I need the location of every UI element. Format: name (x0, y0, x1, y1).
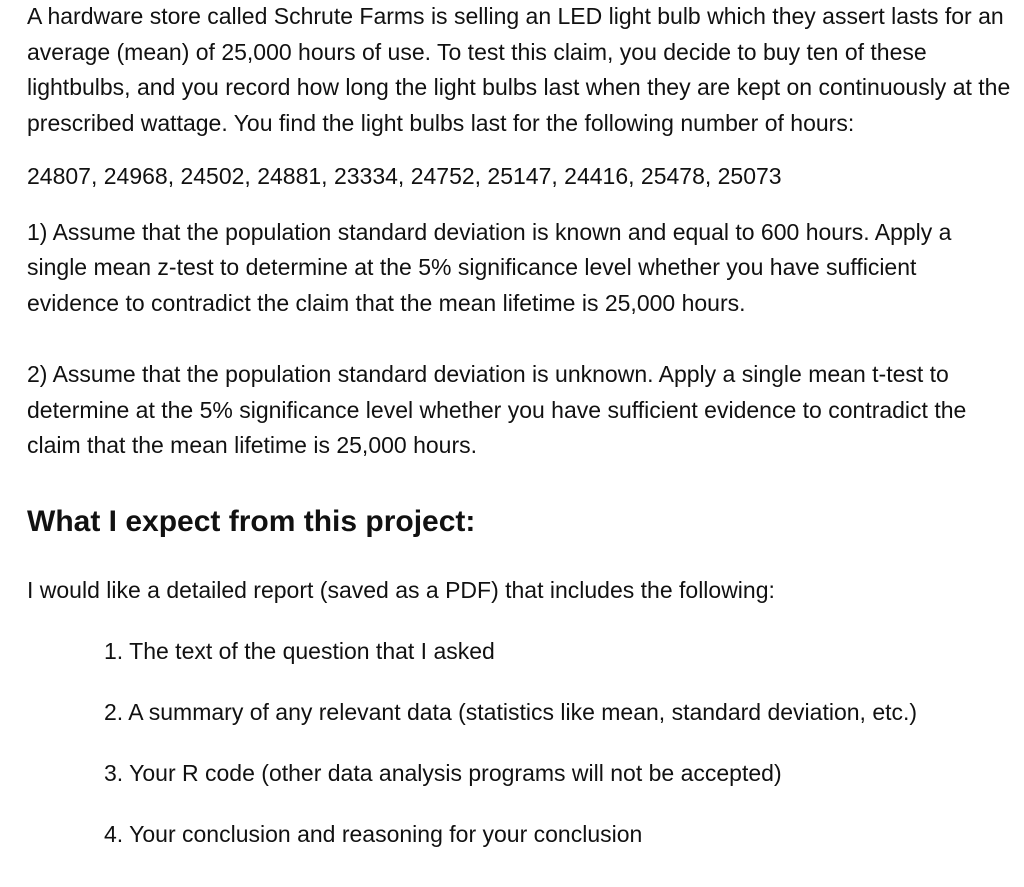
requirement-item: 3. Your R code (other data analysis programs will not be accepted) (104, 760, 782, 786)
question-1: 1) Assume that the population standard deviation is known and equal to 600 hours. Apply a single mean z-test to determine at the 5% significance level whether you have sufficient evidence to contradict the claim that the mean lifetime is 25,000 hours. (27, 218, 952, 316)
expectations-intro: I would like a detailed report (saved as a PDF) that includes the following: (27, 576, 775, 603)
requirements-list (27, 634, 1014, 852)
question-2: 2) Assume that the population standard deviation is unknown. Apply a single mean t-test to determine at the 5% significance level whether you have sufficient evidence to contradict the claim that the mean lifetime is 25,000 hours. (27, 361, 967, 458)
problem-intro: A hardware store called Schrute Farms is selling an LED light bulb which they assert lasts for an average (mean) of 25,000 hours of use. To test this claim, you decide to buy ten of these lightbulbs, and you record how long the light bulbs last when they are kept on continuously at the prescribed wattage. You find the light bulbs last for the following number of hours: (27, 3, 1011, 136)
requirement-item: 4. Your conclusion and reasoning for your conclusion (104, 821, 643, 847)
requirement-item: 2. A summary of any relevant data (statistics like mean, standard deviation, etc.) (104, 699, 918, 725)
expectations-heading: What I expect from this project: (27, 504, 476, 538)
requirement-item: 1. The text of the question that I asked (104, 638, 495, 664)
data-values: 24807, 24968, 24502, 24881, 23334, 24752, 25147, 24416, 25478, 25073 (27, 163, 782, 189)
